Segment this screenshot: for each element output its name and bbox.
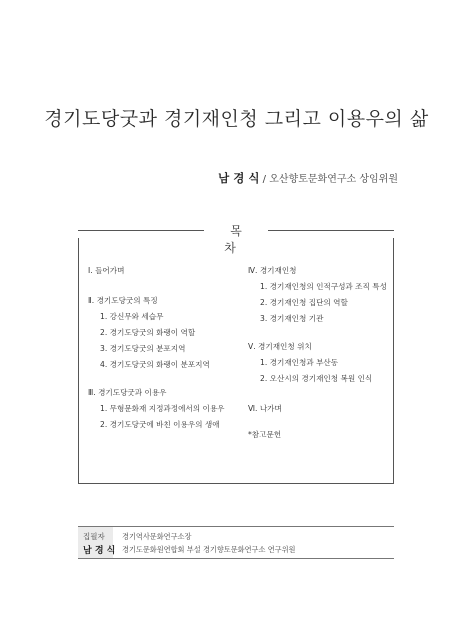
author-role-label: 집필자 <box>83 532 105 541</box>
toc-item[interactable]: 2. 오산시의 경기재인청 복원 인식 <box>260 374 373 383</box>
toc-item[interactable]: 2. 경기도당굿에 바친 이용우의 생애 <box>100 420 220 429</box>
toc-item[interactable]: Ⅴ. 경기재인청 위치 <box>248 342 312 351</box>
toc-heading: 목 차 <box>224 224 254 255</box>
author-separator: / <box>259 174 270 185</box>
toc-item[interactable]: Ⅵ. 나가며 <box>248 404 282 413</box>
author-name-label: 남 경 식 <box>83 546 116 556</box>
table-of-contents <box>78 238 394 484</box>
author-label-cell <box>78 527 116 558</box>
toc-item[interactable]: Ⅱ. 경기도당굿의 특징 <box>88 296 158 305</box>
author-affiliation-2: 경기도문화원연합회 부설 경기향토문화연구소 연구위원 <box>122 545 296 554</box>
toc-item[interactable]: 2. 경기재인청 집단의 역할 <box>260 298 348 307</box>
toc-header-rule-left <box>78 230 204 231</box>
toc-item[interactable]: *참고문헌 <box>248 430 282 439</box>
author-info-box <box>78 526 394 559</box>
toc-item[interactable]: 1. 무형문화재 지정과정에서의 이용우 <box>100 404 225 413</box>
author-line <box>218 170 398 186</box>
toc-item[interactable]: Ⅳ. 경기재인청 <box>248 266 297 275</box>
toc-item[interactable]: 1. 경기재인청의 인적구성과 조직 특성 <box>260 282 387 291</box>
toc-header <box>78 222 394 255</box>
toc-item[interactable]: 3. 경기재인청 기관 <box>260 314 324 323</box>
author-affiliation-1: 경기역사문화연구소장 <box>122 532 192 541</box>
toc-item[interactable]: Ⅲ. 경기도당굿과 이용우 <box>88 388 167 397</box>
toc-item[interactable]: 2. 경기도당굿의 화랭이 역할 <box>100 328 196 337</box>
toc-header-rule-right <box>268 230 394 231</box>
toc-item[interactable]: 1. 경기재인청과 부산동 <box>260 358 339 367</box>
page-title: 경기도당굿과 경기재인청 그리고 이용우의 삶 <box>44 108 429 130</box>
toc-item[interactable]: Ⅰ. 들어가며 <box>88 266 125 275</box>
toc-item[interactable]: 3. 경기도당굿의 분포지역 <box>100 344 186 353</box>
author-name: 남 경 식 <box>218 171 260 185</box>
toc-item[interactable]: 1. 강신무와 세습무 <box>100 312 164 321</box>
author-affiliation: 오산향토문화연구소 상임위원 <box>269 174 398 185</box>
toc-item[interactable]: 4. 경기도당굿의 화랭이 분포지역 <box>100 360 210 369</box>
